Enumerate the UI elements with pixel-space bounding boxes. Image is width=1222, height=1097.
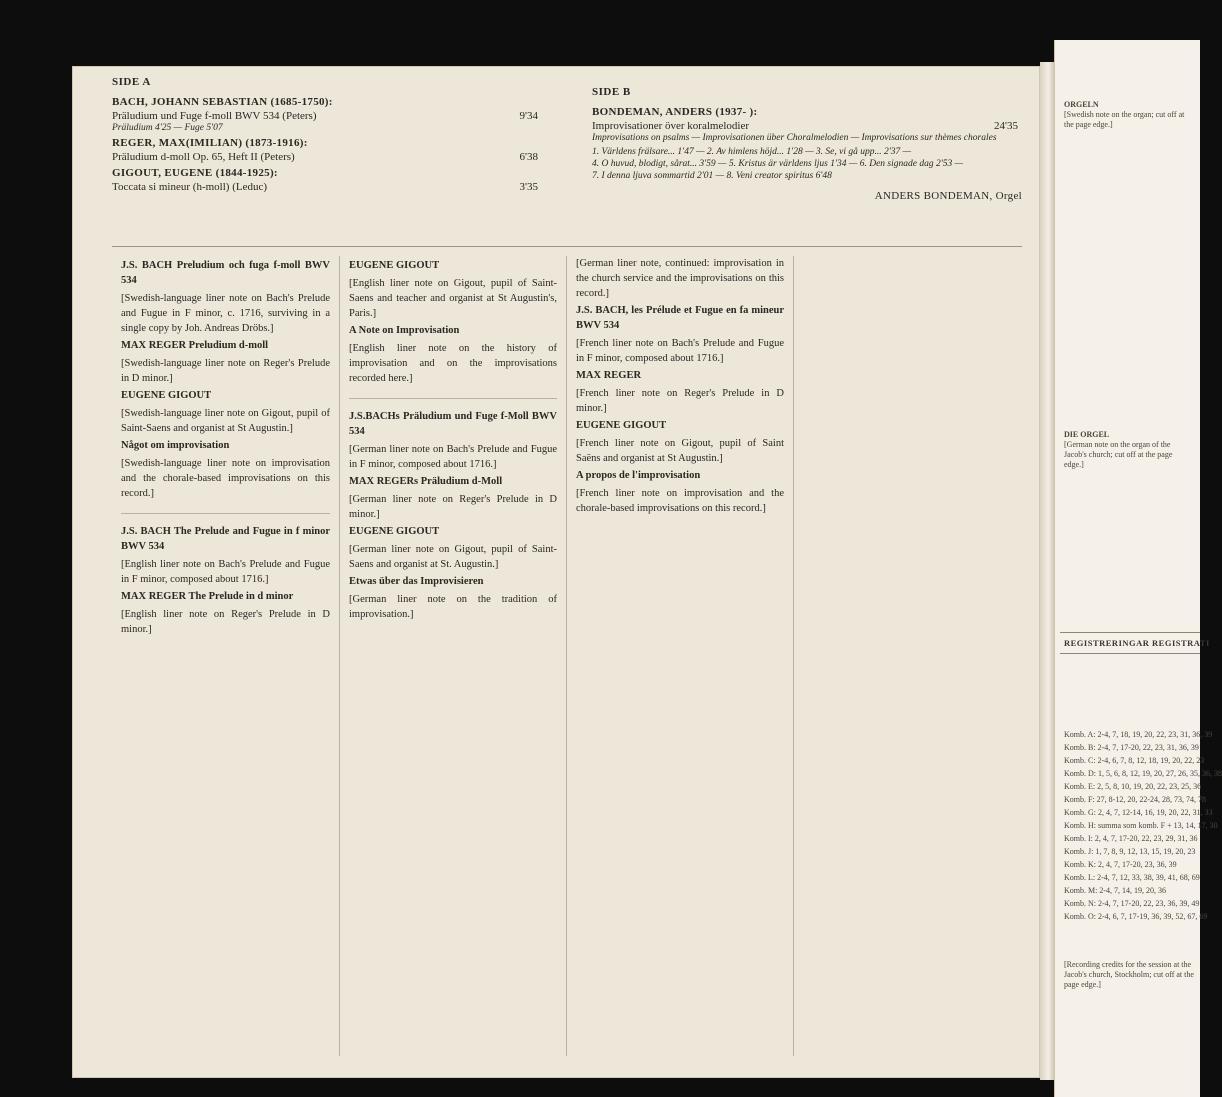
combination-line: Komb. I: 2, 4, 7, 17-20, 22, 23, 29, 31, 36 [1064,834,1198,843]
liner-notes [112,256,1022,1056]
track-line: 7. I denna ljuva sommartid 2'01 — 8. Veni creator spiritus 6'48 [592,171,832,181]
combination-line: Komb. L: 2-4, 7, 12, 33, 38, 39, 41, 68, 69 [1064,873,1200,882]
side-a-composer: REGER, MAX(IMILIAN) (1873-1916): [112,137,308,149]
organ-specs-section [1064,430,1194,470]
note-body: [English liner note on the history of improvisation and on the improvisations recorded here.] [349,343,557,384]
organ-text: [Swedish note on the organ; cut off at the page edge.] [1064,110,1185,129]
recording-text: [Recording credits for the session at the Jacob's church, Stockholm; cut off at the page edge.] [1064,960,1194,989]
note-title: EUGENE GIGOUT [349,260,440,271]
side-a-duration: 6'38 [519,151,538,163]
note-title: J.S. BACH Preludium och fuga f-moll BWV 534 [121,260,330,286]
column-french [793,256,1020,1056]
note-body: [French liner note on improvisation and the chorale-based improvisations on this record.] [576,488,784,514]
note-body: [French liner note on Bach's Prelude and Fugue in F minor, composed about 1716.] [576,338,784,364]
side-a-subline: Präludium 4'25 — Fuge 5'07 [112,123,223,133]
combination-line: Komb. N: 2-4, 7, 17-20, 22, 23, 36, 39, 49 [1064,899,1200,908]
column-german-french [566,256,793,1056]
liner-note [121,513,330,587]
liner-note [576,418,784,466]
note-title: A Note on Improvisation [349,325,460,336]
side-b-title: Improvisationer över koralmelodier [592,120,750,132]
note-title: MAX REGER The Prelude in d minor [121,591,294,602]
organ-specs-title: DIE ORGEL [1064,430,1110,439]
track-line: 4. O huvud, blodigt, sårat... 3'59 — 5. Kristus är världens ljus 1'34 — 6. Den signade dag 2'53 — [592,159,964,169]
note-body: [German liner note on the tradition of improvisation.] [349,594,557,620]
note-body: [Swedish-language liner note on Gigout, pupil of Saint-Saens and organist at St Augustin.] [121,408,330,434]
performer: ANDERS BONDEMAN, Orgel [874,190,1022,202]
liner-note [121,438,330,501]
side-b-label: SIDE B [592,86,631,98]
side-a-duration: 3'35 [519,181,538,193]
note-body: [Swedish-language liner note on improvisation and the chorale-based improvisations on this record.] [121,458,330,499]
registrations-bar [1060,632,1210,654]
header-divider [112,246,1022,247]
note-title: MAX REGER Preludium d-moll [121,340,269,351]
side-a-label: SIDE A [112,76,151,88]
combination-line: Komb. M: 2-4, 7, 14, 19, 20, 36 [1064,886,1166,895]
note-title: J.S. BACH, les Prélude et Fugue en fa mineur BWV 534 [576,305,784,331]
track-listing [112,76,1022,244]
combination-line: Komb. D: 1, 5, 6, 8, 12, 19, 20, 27, 26, 35, 36, 38 [1064,769,1222,778]
note-title: Något om improvisation [121,440,230,451]
side-b-work [592,120,1022,132]
note-body: [German liner note on Reger's Prelude in D minor.] [349,494,557,520]
combination-line: Komb. B: 2-4, 7, 17-20, 22, 23, 31, 36, 39 [1064,743,1199,752]
liner-note [121,388,330,436]
note-body: [English liner note on Gigout, pupil of Saint-Saens and teacher and organist at St Augustin's, Paris.] [349,278,557,319]
side-b-subtitle: Improvisations on psalms — Improvisationen über Choralmelodien — Improvisations sur thèmes chorales [592,133,997,143]
note-title: J.S.BACHs Präludium und Fuge f-Moll BWV 534 [349,411,557,437]
liner-note [576,303,784,366]
liner-note [349,474,557,522]
note-title: EUGENE GIGOUT [349,526,440,537]
note-body: [French liner note on Gigout, pupil of Saint Saëns and organist at St Augustin.] [576,438,784,464]
side-a-works [112,96,542,193]
side-a-work [112,151,542,163]
side-a [112,76,542,193]
side-a-work [112,110,542,122]
note-title: Etwas über das Improvisieren [349,576,484,587]
note-body: [English liner note on Reger's Prelude in D minor.] [121,609,330,635]
note-body: [Swedish-language liner note on Reger's Prelude in D minor.] [121,358,330,384]
liner-note [121,258,330,336]
note-body: [German liner note on Bach's Prelude and Fugue in F minor, composed about 1716.] [349,444,557,470]
liner-note [576,368,784,416]
note-title: J.S. BACH The Prelude and Fugue in f minor BWV 534 [121,526,330,552]
registrations-header: REGISTRERINGAR REGISTRATI [1064,638,1210,648]
liner-note [349,524,557,572]
liner-note [121,338,330,386]
side-a-work [112,181,542,193]
side-a-title: Präludium und Fuge f-moll BWV 534 (Peters) [112,110,317,122]
column-swedish-english [112,256,339,1056]
liner-note [576,468,784,516]
note-title: A propos de l'improvisation [576,470,701,481]
organ-section [1064,100,1194,130]
note-title: MAX REGER [576,370,642,381]
note-body: [French liner note on Reger's Prelude in D minor.] [576,388,784,414]
side-b-composer: BONDEMAN, ANDERS (1937- ): [592,106,758,118]
liner-note [576,256,784,301]
side-a-composer: BACH, JOHANN SEBASTIAN (1685-1750): [112,96,333,108]
note-body: [Swedish-language liner note on Bach's Prelude and Fugue in F minor, c. 1716, surviving in a single copy by Joh. Andreas Dröbs.] [121,293,330,334]
side-a-composer: GIGOUT, EUGENE (1844-1925): [112,167,278,179]
combination-line: Komb. C: 2-4, 6, 7, 8, 12, 18, 19, 20, 22, 23 [1064,756,1205,765]
side-b-duration: 24'35 [994,120,1018,132]
note-title: MAX REGERs Präludium d-Moll [349,476,503,487]
liner-note [349,323,557,386]
liner-note [349,398,557,472]
liner-note [349,574,557,622]
combination-list [1064,728,1222,923]
liner-note [349,258,557,321]
side-b-tracks [592,146,1022,182]
combination-line: Komb. G: 2, 4, 7, 12-14, 16, 19, 20, 22, 31, 33 [1064,808,1213,817]
column-english-german [339,256,566,1056]
liner-note [121,589,330,637]
side-b [592,86,1022,202]
combination-line: Komb. F: 27, 8-12, 20, 22-24, 28, 73, 74, 78 [1064,795,1206,804]
note-title: EUGENE GIGOUT [121,390,212,401]
combination-line: Komb. J: 1, 7, 8, 9, 12, 13, 15, 19, 20, 23 [1064,847,1196,856]
note-title: EUGENE GIGOUT [576,420,667,431]
note-body: [English liner note on Bach's Prelude and Fugue in F minor, composed about 1716.] [121,559,330,585]
note-body: [German liner note on Gigout, pupil of Saint-Saens and organist at St. Augustin.] [349,544,557,570]
track-line: 1. Världens frälsare... 1'47 — 2. Av himlens höjd... 1'28 — 3. Se, vi gå upp... 2'37 — [592,147,912,157]
recording-credits [1064,960,1194,990]
combination-line: Komb. O: 2-4, 6, 7, 17-19, 36, 39, 52, 67, 69 [1064,912,1208,921]
organ-title: ORGELN [1064,100,1099,109]
side-a-duration: 9'34 [519,110,538,122]
side-a-title: Präludium d-moll Op. 65, Heft II (Peters) [112,151,295,163]
gatefold-spine [1040,62,1054,1080]
combination-line: Komb. A: 2-4, 7, 18, 19, 20, 22, 23, 31, 36, 39 [1064,730,1213,739]
combination-line: Komb. K: 2, 4, 7, 17-20, 23, 36, 39 [1064,860,1177,869]
note-body: [German liner note, continued: improvisation in the church service and the improvisations on this record.] [576,258,784,299]
side-a-title: Toccata si mineur (h-moll) (Leduc) [112,181,267,193]
combination-line: Komb. E: 2, 5, 8, 10, 19, 20, 22, 23, 25, 36 [1064,782,1202,791]
gatefold-right-page [1054,40,1222,1097]
combination-line: Komb. H: summa som komb. F + 13, 14, 17, 30 [1064,821,1218,830]
organ-specs-text: [German note on the organ of the Jacob's church; cut off at the page edge.] [1064,440,1173,469]
